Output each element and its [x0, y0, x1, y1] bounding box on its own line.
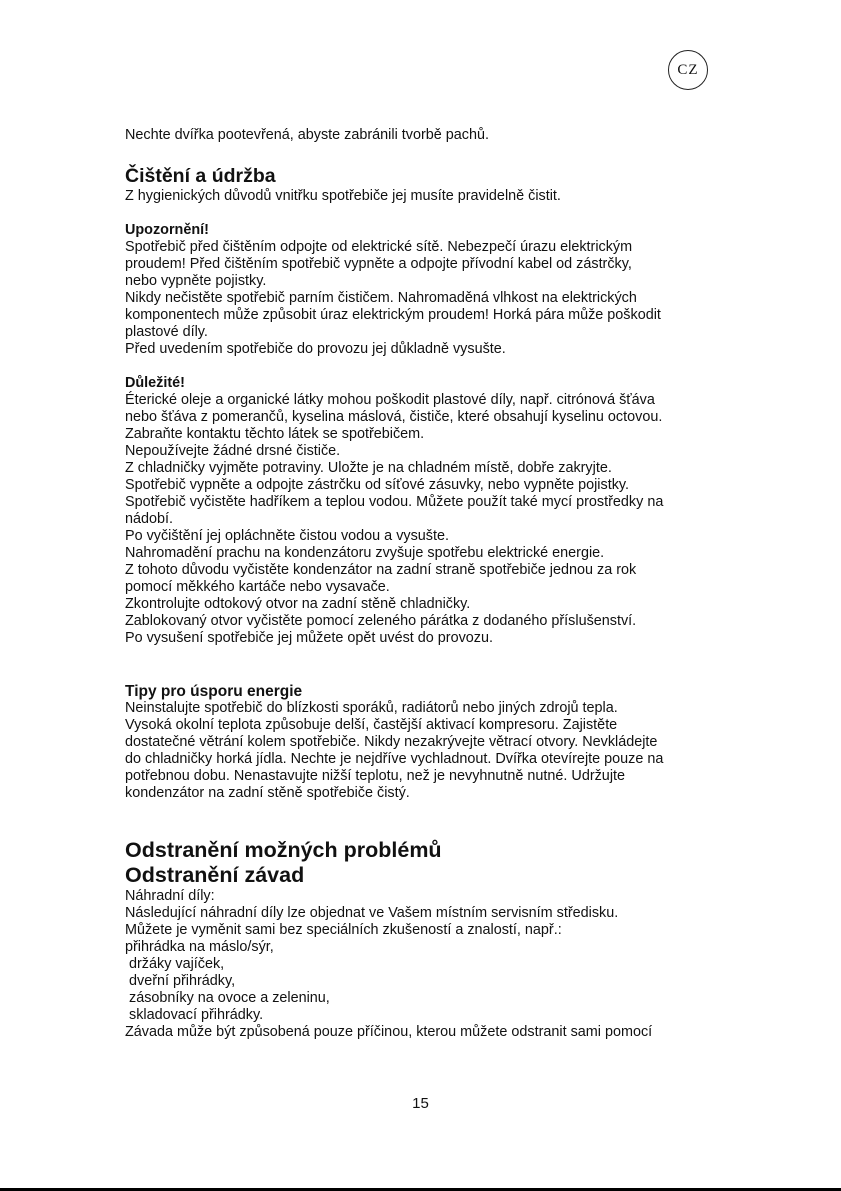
- text-line: Neinstalujte spotřebič do blízkosti sporáků, radiátorů nebo jiných zdrojů tepla.: [125, 700, 618, 716]
- text-line: Závada může být způsobená pouze příčinou, kterou můžete odstranit sami pomocí: [125, 1024, 653, 1040]
- text-line: Spotřebič před čištěním odpojte od elektrické sítě. Nebezpečí úrazu elektrickým: [125, 239, 633, 255]
- text-line: Zablokovaný otvor vyčistěte pomocí zeleného párátka z dodaného příslušenství.: [125, 613, 637, 629]
- section-title-cleaning: Čištění a údržba: [125, 165, 276, 187]
- text-line: Po vysušení spotřebiče jej můžete opět uvést do provozu.: [125, 630, 493, 646]
- text-line: Z chladničky vyjměte potraviny. Uložte je na chladném místě, dobře zakryjte.: [125, 460, 612, 476]
- page-content: [125, 127, 705, 1041]
- energy-heading: Tipy pro úsporu energie: [125, 683, 303, 700]
- text-line: Můžete je vyměnit sami bez speciálních zkušeností a znalostí, např.:: [125, 922, 562, 938]
- important-heading: Důležité!: [125, 375, 185, 391]
- text-line: Následující náhradní díly lze objednat ve Vašem místním servisním středisku.: [125, 905, 619, 921]
- text-line: kondenzátor na zadní stěně spotřebiče čistý.: [125, 785, 410, 801]
- text-line: Spotřebič vypněte a odpojte zástrčku od síťové zásuvky, nebo vypněte pojistky.: [125, 477, 630, 493]
- text-line: komponentech může způsobit úraz elektrickým proudem! Horká pára může poškodit: [125, 307, 661, 323]
- important-text: [125, 392, 705, 647]
- cleaning-intro: Z hygienických důvodů vnitřku spotřebiče jej musíte pravidelně čistit.: [125, 188, 561, 204]
- text-line: Nepoužívejte žádné drsné čističe.: [125, 443, 341, 459]
- text-line: Zkontrolujte odtokový otvor na zadní stěně chladničky.: [125, 596, 471, 612]
- intro-text: Nechte dvířka pootevřená, abyste zabránili tvorbě pachů.: [125, 127, 489, 143]
- text-line: plastové díly.: [125, 324, 208, 340]
- text-line: Éterické oleje a organické látky mohou poškodit plastové díly, např. citrónová šťáva: [125, 392, 655, 408]
- text-line: potřebnou dobu. Nenastavujte nižší teplotu, než je nevyhnutně nutné. Udržujte: [125, 768, 626, 784]
- text-line: proudem! Před čištěním spotřebič vypněte a odpojte přívodní kabel od zástrčky,: [125, 256, 632, 272]
- text-line: Zabraňte kontaktu těchto látek se spotřebičem.: [125, 426, 425, 442]
- text-line: zásobníky na ovoce a zeleninu,: [125, 990, 330, 1006]
- text-line: do chladničky horká jídla. Nechte je nejdříve vychladnout. Dvířka otevírejte pouze na: [125, 751, 664, 767]
- text-line: Nikdy nečistěte spotřebič parním čističem. Nahromaděná vlhkost na elektrických: [125, 290, 637, 306]
- page-number: 15: [412, 1095, 429, 1112]
- text-line: Nahromadění prachu na kondenzátoru zvyšuje spotřebu elektrické energie.: [125, 545, 605, 561]
- text-line: nádobí.: [125, 511, 174, 527]
- warning-heading: Upozornění!: [125, 222, 209, 238]
- text-line: Před uvedením spotřebiče do provozu jej důkladně vysušte.: [125, 341, 506, 357]
- text-line: dveřní přihrádky,: [125, 973, 236, 989]
- text-line: nebo šťáva z pomerančů, kyselina máslová, čističe, které obsahují kyselinu octovou.: [125, 409, 663, 425]
- energy-text: [125, 700, 705, 802]
- text-line: nebo vypněte pojistky.: [125, 273, 267, 289]
- section-title-troubleshooting: Odstranění možných problémů: [125, 838, 442, 862]
- section-title-fault-repair: Odstranění závad: [125, 863, 305, 887]
- text-line: Po vyčištění jej opláchněte čistou vodou a vysušte.: [125, 528, 449, 544]
- text-line: držáky vajíček,: [125, 956, 225, 972]
- text-line: Z tohoto důvodu vyčistěte kondenzátor na zadní straně spotřebiče jednou za rok: [125, 562, 637, 578]
- troubleshooting-text: [125, 888, 705, 1041]
- text-line: Spotřebič vyčistěte hadříkem a teplou vodou. Můžete použít také mycí prostředky na: [125, 494, 664, 510]
- text-line: pomocí měkkého kartáče nebo vysavače.: [125, 579, 390, 595]
- text-line: skladovací přihrádky.: [125, 1007, 264, 1023]
- language-badge-cz: CZ: [668, 50, 708, 90]
- text-line: Vysoká okolní teplota způsobuje delší, častější aktivací kompresoru. Zajistěte: [125, 717, 618, 733]
- text-line: Náhradní díly:: [125, 888, 215, 904]
- text-line: přihrádka na máslo/sýr,: [125, 939, 274, 955]
- warning-text: [125, 239, 705, 358]
- text-line: dostatečné větrání kolem spotřebiče. Nikdy nezakrývejte větrací otvory. Nevkládejte: [125, 734, 658, 750]
